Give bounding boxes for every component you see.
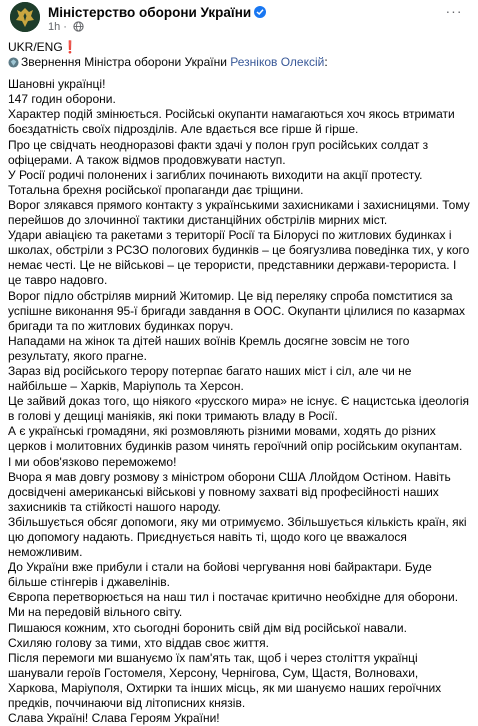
exclamation-mark-icon: ❗ bbox=[62, 40, 78, 54]
paragraph: Пишаюся кожним, хто сьогодні боронить свій дім від російської навали. bbox=[8, 620, 407, 635]
verified-badge-icon bbox=[254, 6, 266, 18]
paragraph: Після перемоги ми вшануємо їх пам'ять так, щоб і через століття українці шанували героїв Гостомеля, Херсону, Чернігова, Сум, Щастя, Волновахи, Харкова, Маріуполя, Охтирки та інших місць, як ми шануємо наших героїчних предків, поччинаючи від літописних князів. bbox=[8, 650, 445, 711]
post-meta bbox=[48, 21, 84, 33]
paragraph: Ворог злякався прямого контакту з українськими захисниками і захисницями. Тому перейшов до злочинної тактики дистанційних обстрілів мирних міст. bbox=[8, 197, 474, 228]
paragraph: Вчора я мав довгу розмову з міністром оборони США Ллойдом Остіном. Навіть досвідчені американські військові у повному захваті від професійності наших захисників та стійкості нашого народу. bbox=[8, 469, 455, 514]
meta-separator: · bbox=[60, 21, 67, 33]
paragraph: Збільшується обсяг допомоги, яку ми отримуємо. Збільшується кількість країн, які цю допомогу надають. Приєднується навіть ті, щодо кого це вважалося неможливим. bbox=[8, 514, 470, 560]
ministry-emblem-icon bbox=[10, 2, 40, 32]
emblem-gem-icon bbox=[8, 57, 19, 68]
page-avatar[interactable] bbox=[10, 2, 40, 32]
paragraph: Європа перетворюється на наш тил і постачає критично необхідне для оборони. Ми на передовій вільного світу. bbox=[8, 590, 462, 620]
paragraph: Слава Україні! Слава Героям України! bbox=[8, 711, 220, 726]
greeting: Шановні українці! bbox=[8, 77, 106, 92]
paragraph: Ворог підло обстріляв мирний Житомир. Це від переляку спроба помститися за успішне виконання 95-ї бригади завдання в ООС. Окупанти цілилися по казармах бригади та по житлових будинках поруч. bbox=[8, 288, 469, 333]
paragraph: Про це свідчать неодноразові факти здачі у полон груп російських солдат з офіцерами. А також відмов продовжувати наступ. bbox=[8, 137, 432, 167]
page-name-text: Міністерство оборони України bbox=[48, 5, 252, 20]
paragraph: До України вже прибули і стали на бойові чергування нові байрактари. Буде більше стінгерів і джавелінів. bbox=[8, 560, 436, 590]
post-header bbox=[8, 0, 470, 40]
address-suffix: : bbox=[324, 55, 328, 70]
paragraph: Це зайвий доказ того, що ніякого «русского мира» не існує. Є нацистська ідеологія в голові у дещиці маніяків, які поки тримають владу в Росії. bbox=[8, 394, 473, 424]
more-options-button[interactable]: ··· bbox=[445, 3, 463, 19]
paragraph: Удари авіацією та ракетами з території Росії та Білорусі по житлових будинках і школах, обстріли з РСЗО пологових будинків – це боягузлива поведінка тих, у кого немає честі. Це не військові – це терористи, представники держави-терориста. І це тавро надовго. bbox=[8, 228, 473, 288]
paragraph: Характер подій змінюється. Російські окупанти намагаються хоч якось втримати боєздатність своїх підрозділів. Але вдається все гірше й гірше. bbox=[8, 107, 459, 137]
paragraph: І ми обов'язково переможемо! bbox=[8, 454, 177, 469]
paragraph: Нападами на жінок та дітей наших воїнів Кремль досягне зовсім не того результату, якого прагне. bbox=[8, 333, 413, 363]
days-count: 147 годин оборони. bbox=[8, 92, 116, 107]
post-timestamp[interactable]: 1h bbox=[48, 21, 61, 33]
address-prefix: Звернення Міністра оборони України bbox=[21, 55, 227, 70]
minister-mention-link[interactable]: Резніков Олексій bbox=[230, 55, 325, 70]
page-name[interactable] bbox=[48, 5, 266, 20]
paragraph: А є українські громадяни, які розмовляють різними мовами, ходять до різних церков і молитовних будинків разом чинять героїчний опір російським окупантам. bbox=[8, 424, 463, 454]
language-tag-text: UKR/ENG bbox=[8, 40, 63, 54]
globe-icon[interactable] bbox=[73, 21, 84, 32]
language-tag bbox=[8, 40, 470, 55]
paragraph: Зараз від російського терору потерпає багато наших міст і сіл, але чи не найбільше – Харків, Маріуполь та Херсон. bbox=[8, 363, 415, 394]
address-line bbox=[8, 55, 470, 70]
post-text bbox=[8, 40, 474, 726]
paragraph: У Росії родичі полонених і загиблих починають виходити на акції протесту. Тотальна брехня російської пропаганди дає тріщини. bbox=[8, 167, 426, 197]
paragraph: Схиляю голову за тими, хто віддав своє життя. bbox=[8, 635, 269, 650]
